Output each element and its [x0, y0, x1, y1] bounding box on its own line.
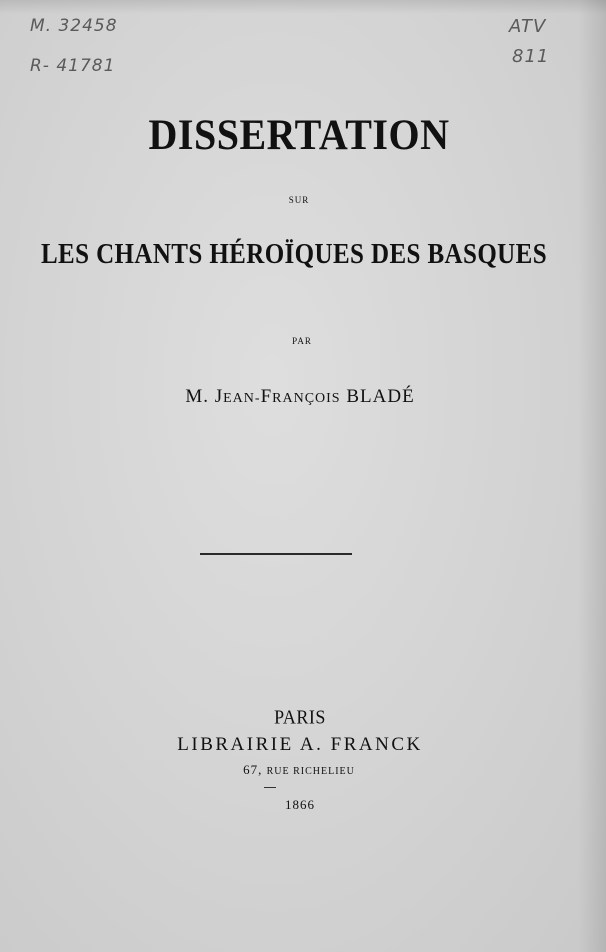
imprint-publisher: LIBRAIRIE A. FRANCK	[177, 734, 423, 755]
document-subtitle: LES CHANTS HÉROÏQUES DES BASQUES	[40, 239, 547, 270]
imprint-address	[0, 762, 602, 778]
imprint-city: PARIS	[274, 705, 326, 728]
horizontal-rule	[200, 553, 352, 555]
page-top-shadow	[0, 0, 606, 14]
handwritten-shelfmark-second-right: 811	[512, 46, 550, 67]
handwritten-shelfmark-top-left: M. 32458	[30, 16, 118, 36]
author-second-initial: F	[260, 386, 273, 407]
handwritten-shelfmark-second-left: R- 41781	[30, 56, 116, 76]
address-street: RUE RICHELIEU	[266, 766, 355, 777]
handwritten-shelfmark-top-right: ATV	[509, 16, 547, 37]
address-number: 67,	[243, 762, 263, 777]
connector-sur: SUR	[288, 195, 310, 205]
imprint-year: 1866	[285, 797, 315, 812]
author-surname: BLADÉ	[346, 386, 415, 407]
connector-par: PAR	[292, 336, 312, 346]
author-prefix: M.	[185, 386, 209, 407]
author-second-rest: RANÇOIS	[272, 391, 341, 406]
author-line	[0, 386, 603, 408]
document-title: DISSERTATION	[148, 110, 450, 159]
author-first-rest: EAN-	[223, 391, 261, 406]
imprint-dash	[264, 787, 276, 788]
author-first-initial: J	[214, 386, 224, 407]
